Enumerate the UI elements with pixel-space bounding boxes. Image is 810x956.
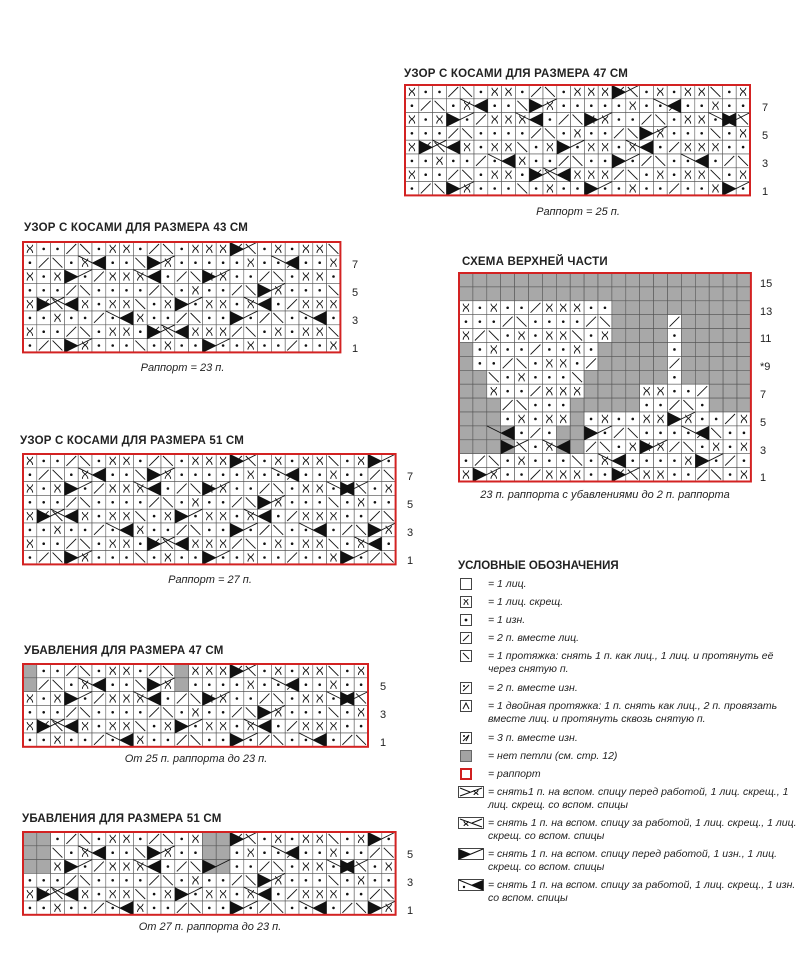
legend-item-rapport xyxy=(458,768,803,781)
decrease-chart-51 xyxy=(22,831,398,917)
legend-symbol-p2tog-icon xyxy=(460,682,472,698)
row-number: 1 xyxy=(407,555,414,567)
legend-item-p3tog xyxy=(458,732,803,745)
row-number: 5 xyxy=(380,681,387,693)
row-number: 11 xyxy=(760,333,772,345)
row-number: 7 xyxy=(760,389,767,401)
row-number: 1 xyxy=(407,905,414,917)
legend-text: = 1 изн. xyxy=(488,614,526,626)
legend-symbol-dbl-icon xyxy=(460,700,472,716)
legend-text: = 2 п. вместе лиц. xyxy=(488,632,580,644)
legend-title: УСЛОВНЫЕ ОБОЗНАЧЕНИЯ xyxy=(458,560,619,572)
chart-caption-dec51: От 27 п. раппорта до 23 п. xyxy=(138,921,282,933)
legend-symbol-cableL-icon xyxy=(458,786,484,802)
pattern-chart-43 xyxy=(22,241,343,355)
legend-item-empty xyxy=(458,578,803,591)
row-number: 1 xyxy=(352,343,359,355)
legend-symbol-ssk-icon xyxy=(460,650,472,666)
row-number: 7 xyxy=(352,259,359,271)
chart-caption-top: 23 п. раппорта с убавлениями до 2 п. раппорта xyxy=(480,489,730,501)
pattern-chart-51 xyxy=(22,453,398,567)
chart-title-47: УЗОР С КОСАМИ ДЛЯ РАЗМЕРА 47 СМ xyxy=(404,68,629,80)
row-number: *9 xyxy=(760,361,771,373)
legend-text: = снять 1 п. на вспом. спицу перед работой, 1 изн., 1 лиц. скрещ. со вспом. спицы xyxy=(488,848,777,873)
row-number: 13 xyxy=(760,306,773,318)
legend-item-k2tog xyxy=(458,632,803,645)
legend-symbol-rapport-icon xyxy=(460,768,472,784)
row-number: 5 xyxy=(352,287,359,299)
row-number: 5 xyxy=(407,849,414,861)
legend-text: = 1 лиц. xyxy=(488,578,527,590)
chart-title-dec51: УБАВЛЕНИЯ ДЛЯ РАЗМЕРА 51 СМ xyxy=(22,813,222,825)
row-number: 5 xyxy=(762,130,769,142)
legend-item-ssk xyxy=(458,650,803,676)
row-number: 3 xyxy=(407,527,414,539)
legend-text: = раппорт xyxy=(488,768,541,780)
chart-title-51: УЗОР С КОСАМИ ДЛЯ РАЗМЕРА 51 СМ xyxy=(20,435,245,447)
chart-caption-dec47: От 25 п. раппорта до 23 п. xyxy=(124,753,268,765)
legend-item-cableL xyxy=(458,786,803,812)
chart-title-dec47: УБАВЛЕНИЯ ДЛЯ РАЗМЕРА 47 СМ xyxy=(24,645,224,657)
top-scheme-chart xyxy=(458,272,752,488)
legend-item-dot xyxy=(458,614,803,627)
pattern-chart-47 xyxy=(404,84,752,198)
legend-symbol-dot-icon xyxy=(460,614,472,630)
legend-item-cableRP xyxy=(458,879,803,905)
legend-item-twisted xyxy=(458,596,803,609)
legend-text: = нет петли (см. стр. 12) xyxy=(488,750,618,762)
legend-symbol-k2tog-icon xyxy=(460,632,472,648)
row-number: 7 xyxy=(407,471,414,483)
legend-symbol-p3tog-icon xyxy=(460,732,472,748)
legend-symbol-cableLP-icon xyxy=(458,848,484,864)
legend-text: = снять 1 п. на вспом. спицу за работой, 1 лиц. скрещ., 1 изн. со вспом. спицы xyxy=(488,879,796,904)
legend-symbol-gray-icon xyxy=(460,750,472,766)
row-number: 3 xyxy=(760,445,767,457)
legend-text: = 1 лиц. скрещ. xyxy=(488,596,564,608)
row-number: 1 xyxy=(762,186,769,198)
chart-title-top: СХЕМА ВЕРХНЕЙ ЧАСТИ xyxy=(462,256,608,268)
row-number: 3 xyxy=(352,315,359,327)
legend-item-gray xyxy=(458,750,803,763)
row-number: 5 xyxy=(760,417,767,429)
legend-text: = 1 двойная протяжка: 1 п. снять как лиц., 2 п. провязать вместе лиц. и протянуть сквозь снятую п. xyxy=(488,700,778,725)
chart-caption-47: Раппорт = 25 п. xyxy=(536,206,620,218)
chart-caption-51: Раппорт = 27 п. xyxy=(168,574,252,586)
row-number: 1 xyxy=(380,737,387,749)
legend-symbol-cableRP-icon xyxy=(458,879,484,895)
legend-item-dbl xyxy=(458,700,803,726)
row-number: 3 xyxy=(380,709,387,721)
row-number: 1 xyxy=(760,472,767,484)
row-number: 3 xyxy=(762,158,769,170)
legend-item-cableLP xyxy=(458,848,803,874)
legend-text: = 1 протяжка: снять 1 п. как лиц., 1 лиц. и протянуть её через снятую п. xyxy=(488,650,774,675)
row-number: 7 xyxy=(762,102,769,114)
chart-title-43: УЗОР С КОСАМИ ДЛЯ РАЗМЕРА 43 СМ xyxy=(24,222,249,234)
chart-caption-43: Раппорт = 23 п. xyxy=(140,362,225,374)
legend-text: = 3 п. вместе изн. xyxy=(488,732,578,744)
legend-item-p2tog xyxy=(458,682,803,695)
row-number: 5 xyxy=(407,499,414,511)
legend-symbol-empty-icon xyxy=(460,578,472,594)
legend-symbol-twisted-icon xyxy=(460,596,472,612)
legend-text: = 2 п. вместе изн. xyxy=(488,682,578,694)
legend-text: = снять 1 п. на вспом. спицу за работой, 1 лиц. скрещ., 1 лиц. скрещ. со вспом. спицы xyxy=(488,817,797,842)
legend-item-cableR xyxy=(458,817,803,843)
row-number: 15 xyxy=(760,278,773,290)
row-number: 3 xyxy=(407,877,414,889)
decrease-chart-47 xyxy=(22,663,370,749)
legend-symbol-cableR-icon xyxy=(458,817,484,833)
legend-text: = снять1 п. на вспом. спицу перед работой, 1 лиц. скрещ., 1 лиц. скрещ. со вспом. спицы xyxy=(488,786,789,811)
legend xyxy=(458,560,803,910)
